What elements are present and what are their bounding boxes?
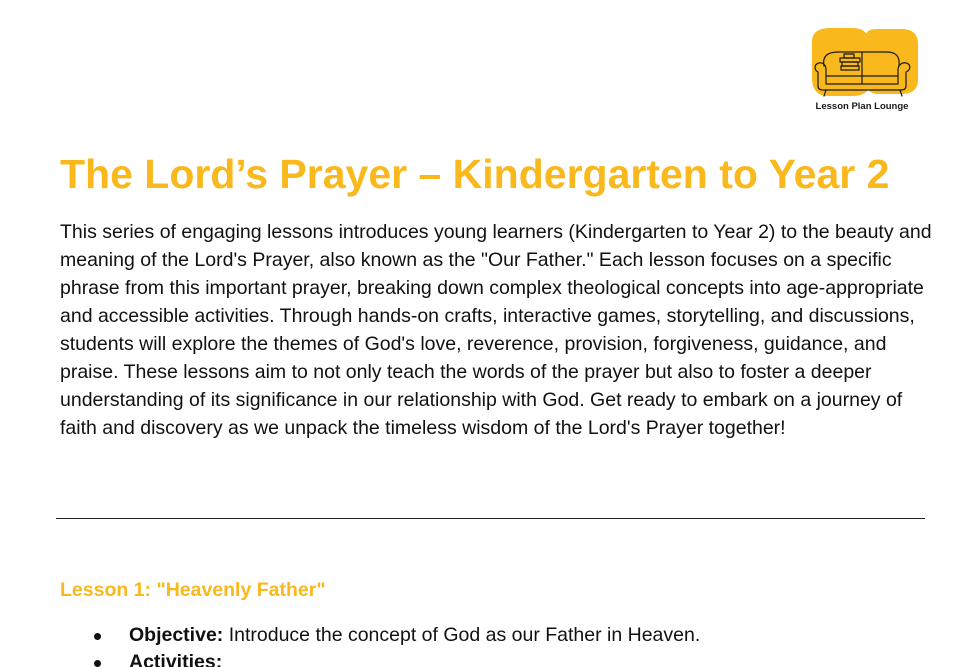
logo-caption: Lesson Plan Lounge	[815, 101, 909, 112]
list-item-label: Objective:	[129, 624, 224, 646]
list-item-label: Activities:	[129, 651, 223, 667]
intro-paragraph: This series of engaging lessons introduces young learners (Kindergarten to Year 2) to the beauty and meaning of the Lord's Prayer, also known as the "Our Father." Each lesson focuses on a specific phrase from this important prayer, breaking down complex theological concepts into age-appropriate and accessible activities. Through hands-on crafts, interactive games, storytelling, and discussions, students will explore the themes of God's love, reverence, provision, forgiveness, guidance, and praise. These lessons aim to not only teach the words of the prayer but also to foster a deeper understanding of its significance in our relationship with God. Get ready to embark on a journey of faith and discovery as we unpack the timeless wisdom of the Lord's Prayer together!	[60, 221, 932, 439]
lesson-1-list	[60, 622, 700, 667]
lesson-1-heading: Lesson 1: "Heavenly Father"	[60, 579, 326, 601]
bullet-icon	[94, 633, 101, 640]
list-item	[60, 622, 700, 649]
list-item-text: Introduce the concept of God as our Father in Heaven.	[228, 624, 701, 646]
horizontal-divider	[56, 518, 925, 519]
armchair-with-books-icon	[808, 26, 918, 100]
page-title: The Lord’s Prayer – Kindergarten to Year 2	[60, 151, 890, 197]
brand-logo	[806, 26, 918, 116]
list-item	[60, 649, 700, 667]
bullet-icon	[94, 660, 101, 667]
